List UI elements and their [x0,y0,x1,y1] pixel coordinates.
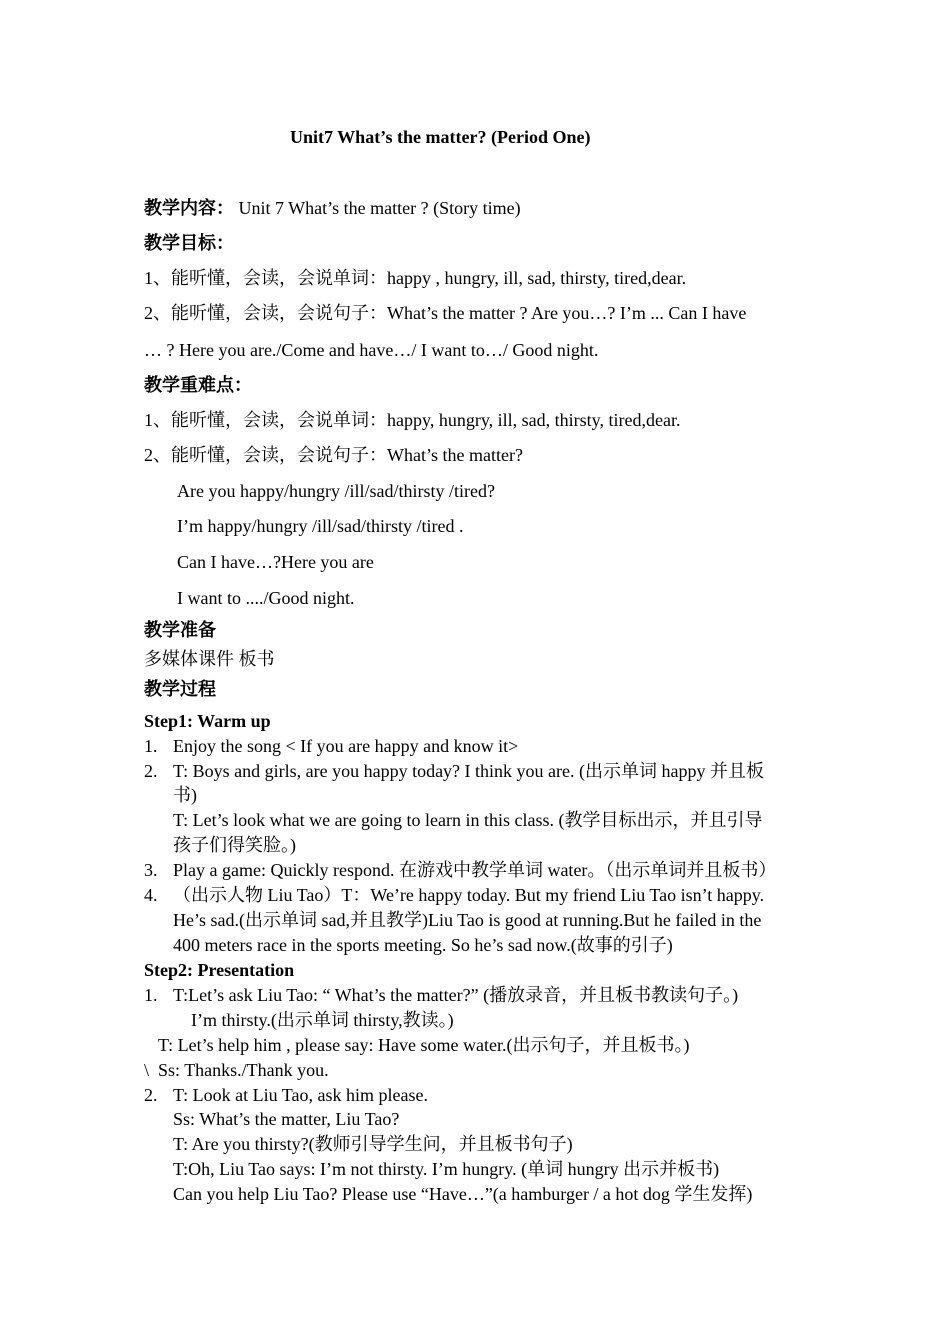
step2-item-1-cont: I’m thirsty.(出示单词 thirsty,教读。) [191,1010,454,1030]
step2-heading: Step2: Presentation [144,960,295,980]
list-number: 2. [144,761,158,781]
goal-item: 1、能听懂，会读，会说单词：happy , hungry, ill, sad, thirsty, tired,dear. [144,268,687,288]
process-label: 教学过程 [144,679,216,699]
backslash-mark: \ [144,1060,150,1080]
step1-item-3: Play a game: Quickly respond. 在游戏中教学单词 water。（出示单词并且板书） [173,860,777,880]
step2-item-2-cont: Can you help Liu Tao? Please use “Have…”(a hamburger / a hot dog 学生发挥) [173,1184,753,1204]
step2-item-1-cont: T: Let’s help him , please say: Have some water.(出示句子，并且板书。) [158,1035,690,1055]
page-title: Unit7 What’s the matter? (Period One) [290,127,591,147]
list-number: 1. [144,985,158,1005]
step1-item-4-cont: 400 meters race in the sports meeting. So he’s sad now.(故事的引子) [173,935,673,955]
step1-item-1: Enjoy the song < If you are happy and know it> [173,736,519,756]
prep-value: 多媒体课件 板书 [144,649,275,669]
goal-item: … ? Here you are./Come and have…/ I want to…/ Good night. [144,340,599,360]
goals-label: 教学目标： [144,233,234,253]
students-reply: Ss: Thanks./Thank you. [158,1060,329,1080]
key-point-item: 1、能听懂，会读，会说单词：happy, hungry, ill, sad, thirsty, tired,dear. [144,410,681,430]
key-point-item: Can I have…?Here you are [177,552,374,572]
key-point-item: I’m happy/hungry /ill/sad/thirsty /tired . [177,516,464,536]
content-value: Unit 7 What’s the matter ? (Story time) [238,198,521,218]
list-number: 2. [144,1085,158,1105]
content-line [144,197,521,219]
step1-item-4-cont: He’s sad.(出示单词 sad,并且教学)Liu Tao is good at running.But he failed in the [173,910,762,930]
step2-item-1-cont [144,1059,329,1081]
step1-item-2-cont: 孩子们得笑脸。) [173,835,296,855]
step2-item-2-cont: T:Oh, Liu Tao says: I’m not thirsty. I’m hungry. (单词 hungry 出示并板书) [173,1159,720,1179]
step2-item-2-cont: T: Are you thirsty?(教师引导学生问，并且板书句子) [173,1134,573,1154]
key-point-item: 2、能听懂，会读，会说句子：What’s the matter? [144,445,523,465]
content-label: 教学内容： [144,198,234,218]
step1-item-2: T: Boys and girls, are you happy today? I think you are. (出示单词 happy 并且板 [173,761,764,781]
list-number: 1. [144,736,158,756]
key-point-item: I want to ..../Good night. [177,588,355,608]
key-point-item: Are you happy/hungry /ill/sad/thirsty /tired? [177,481,495,501]
step1-item-2-cont: T: Let’s look what we are going to learn in this class. (教学目标出示，并且引导 [173,810,763,830]
list-number: 3. [144,860,158,880]
step2-item-1: T:Let’s ask Liu Tao: “ What’s the matter?” (播放录音，并且板书教读句子。) [173,985,739,1005]
step1-item-4: （出示人物 Liu Tao）T：We’re happy today. But my friend Liu Tao isn’t happy. [173,885,765,905]
goal-item: 2、能听懂，会读，会说句子：What’s the matter ? Are you…? I’m ... Can I have [144,303,747,323]
key-points-label: 教学重难点： [144,375,252,395]
prep-label: 教学准备 [144,620,216,640]
step1-item-2-cont: 书) [173,785,197,805]
step2-item-2-cont: Ss: What’s the matter, Liu Tao? [173,1109,400,1129]
step2-item-2: T: Look at Liu Tao, ask him please. [173,1085,428,1105]
list-number: 4. [144,885,158,905]
step1-heading: Step1: Warm up [144,711,271,731]
